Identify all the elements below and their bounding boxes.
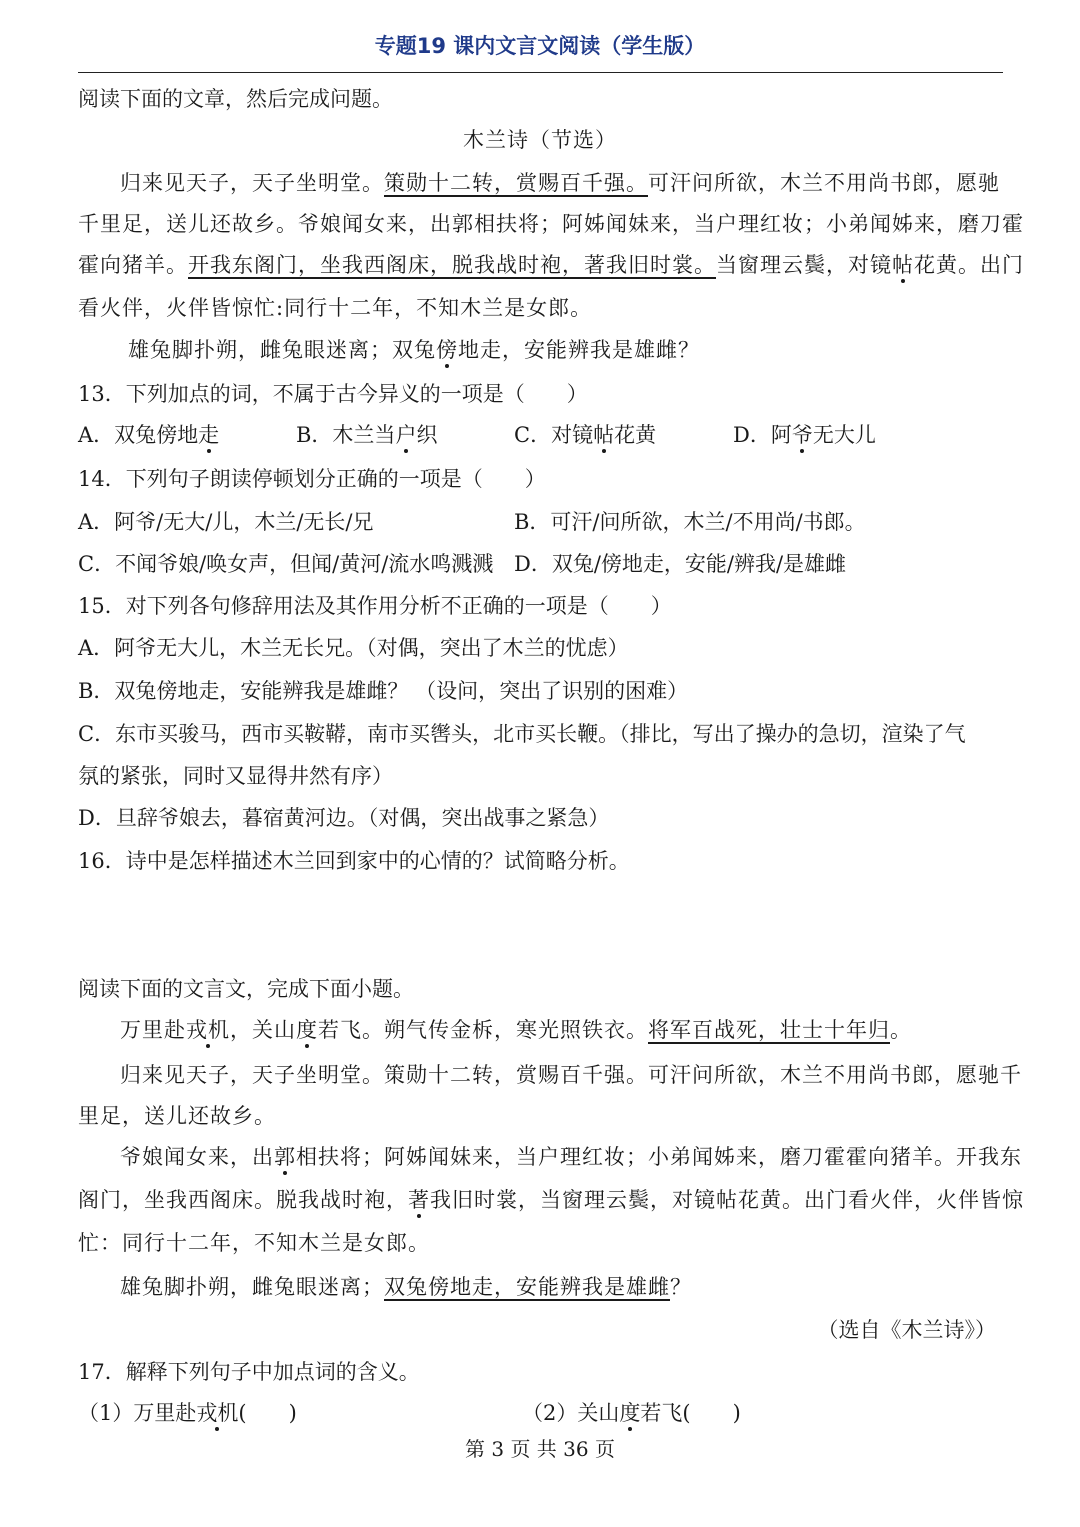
q15-option-b: B．双兔傍地走，安能辨我是雄雌？ （设问，突出了识别的困难） (78, 679, 689, 703)
emphasis-dot-char: 爷 (791, 423, 813, 447)
q15-option-d: D．旦辞爷娘去，暮宿黄河边。（对偶，突出战事之紧急） (78, 806, 610, 830)
q14-option-d: D．双兔/傍地走，安能/辨我/是雄雌 (514, 552, 847, 576)
q13-option-b: B．木兰当户织 (296, 423, 438, 447)
passage2-para-3-line1: 爷娘闻女来，出郭相扶将；阿姊闻妹来，当户理红妆；小弟闻姊来，磨刀霍霍向猪羊。开我东 (120, 1145, 1022, 1169)
passage2-para-1: 万里赴戎机，关山度若飞。朔气传金柝，寒光照铁衣。将军百战死，壮士十年归。 (120, 1018, 912, 1042)
q13-option-d: D．阿爷无大儿 (733, 423, 876, 447)
passage1-line-3: 霍向猪羊。开我东阁门，坐我西阁床，脱我战时袍，著我旧时裳。当窗理云鬓，对镜帖花黄。出门 (78, 253, 1024, 277)
section2-instruction: 阅读下面的文言文，完成下面小题。 (78, 977, 414, 1001)
q15-option-c-line1: C．东市买骏马，西市买鞍鞯，南市买辔头，北市买长鞭。（排比，写出了操办的急切，渲染了气 (78, 722, 966, 746)
passage2-para-3-line2: 阁门，坐我西阁床。脱我战时袍，著我旧时裳，当窗理云鬓，对镜帖花黄。出门看火伴，火伴皆惊 (78, 1188, 1024, 1212)
emphasis-dot-char: 度 (296, 1018, 318, 1042)
passage2-para-2-line1: 归来见天子，天子坐明堂。策勋十二转，赏赐百千强。可汗问所欲，木兰不用尚书郎，愿驰千 (120, 1063, 1022, 1087)
underlined-sentence: 开我东阁门，坐我西阁床，脱我战时袍，著我旧时裳。 (188, 253, 716, 277)
q17-item-2: （2）关山度若飞( ) (522, 1401, 741, 1425)
emphasis-dot-char: 帖 (593, 423, 615, 447)
underlined-sentence: 策勋十二转，赏赐百千强。 (384, 171, 648, 195)
q15-option-c-line2: 氛的紧张，同时又显得井然有序） (78, 764, 393, 788)
q17-stem: 17．解释下列句子中加点词的含义。 (78, 1360, 420, 1384)
q13-option-c: C．对镜帖花黄 (514, 423, 657, 447)
q13-option-a: A．双兔傍地走 (78, 423, 220, 447)
underlined-sentence: 双兔傍地走，安能辨我是雄雌 (384, 1275, 670, 1299)
q15-stem: 15．对下列各句修辞用法及其作用分析不正确的一项是（ ） (78, 594, 672, 618)
emphasis-dot-char: 郭 (274, 1145, 296, 1169)
emphasis-dot-char: 戎机 (186, 1018, 230, 1042)
emphasis-dot-char: 帖 (892, 253, 914, 277)
emphasis-dot-char: 戎机 (196, 1401, 239, 1425)
emphasis-dot-char: 户 (395, 423, 417, 447)
underlined-sentence: 将军百战死，壮士十年归 (648, 1018, 890, 1042)
q14-option-a: A．阿爷/无大/儿，木兰/无长/兄 (78, 510, 374, 534)
source-citation: （选自《木兰诗》） (817, 1318, 996, 1342)
emphasis-dot-char: 傍 (436, 338, 458, 362)
poem-title: 木兰诗（节选） (463, 128, 617, 152)
passage1-line-4: 看火伴，火伴皆惊忙:同行十二年，不知木兰是女郎。 (78, 296, 593, 320)
passage1-para-2: 雄兔脚扑朔，雌兔眼迷离；双兔傍地走，安能辨我是雄雌？ (128, 338, 700, 362)
page-header-title: 专题19 课内文言文阅读（学生版） (374, 34, 706, 58)
header-divider (78, 72, 1003, 73)
passage1-line-1: 归来见天子，天子坐明堂。策勋十二转，赏赐百千强。可汗问所欲，木兰不用尚书郎，愿驰 (120, 171, 1000, 195)
q13-stem: 13．下列加点的词，不属于古今异义的一项是（ ） (78, 382, 588, 406)
emphasis-dot-char: 度 (619, 1401, 641, 1425)
passage2-para-3-line3: 忙：同行十二年，不知木兰是女郎。 (78, 1231, 430, 1255)
q14-stem: 14．下列句子朗读停顿划分正确的一项是（ ） (78, 467, 546, 491)
q14-option-b: B．可汗/问所欲，木兰/不用尚/书郎。 (514, 510, 866, 534)
page-number: 第 3 页 共 36 页 (465, 1437, 615, 1461)
q16-stem: 16．诗中是怎样描述木兰回到家中的心情的？试简略分析。 (78, 849, 630, 873)
emphasis-dot-char: 著 (408, 1188, 430, 1212)
passage2-para-4: 雄兔脚扑朔，雌兔眼迷离；双兔傍地走，安能辨我是雄雌？ (120, 1275, 692, 1299)
passage1-line-2: 千里足，送儿还故乡。爷娘闻女来，出郭相扶将；阿姊闻妹来，当户理红妆；小弟闻姊来，磨刀霍 (78, 212, 1024, 236)
section1-instruction: 阅读下面的文章，然后完成问题。 (78, 87, 393, 111)
q15-option-a: A．阿爷无大儿，木兰无长兄。（对偶，突出了木兰的忧虑） (78, 636, 629, 660)
q14-option-c: C．不闻爷娘/唤女声，但闻/黄河/流水鸣溅溅 (78, 552, 494, 576)
q17-item-1: （1）万里赴戎机( ) (78, 1401, 297, 1425)
passage2-para-2-line2: 里足，送儿还故乡。 (78, 1104, 276, 1128)
emphasis-dot-char: 走 (198, 423, 220, 447)
